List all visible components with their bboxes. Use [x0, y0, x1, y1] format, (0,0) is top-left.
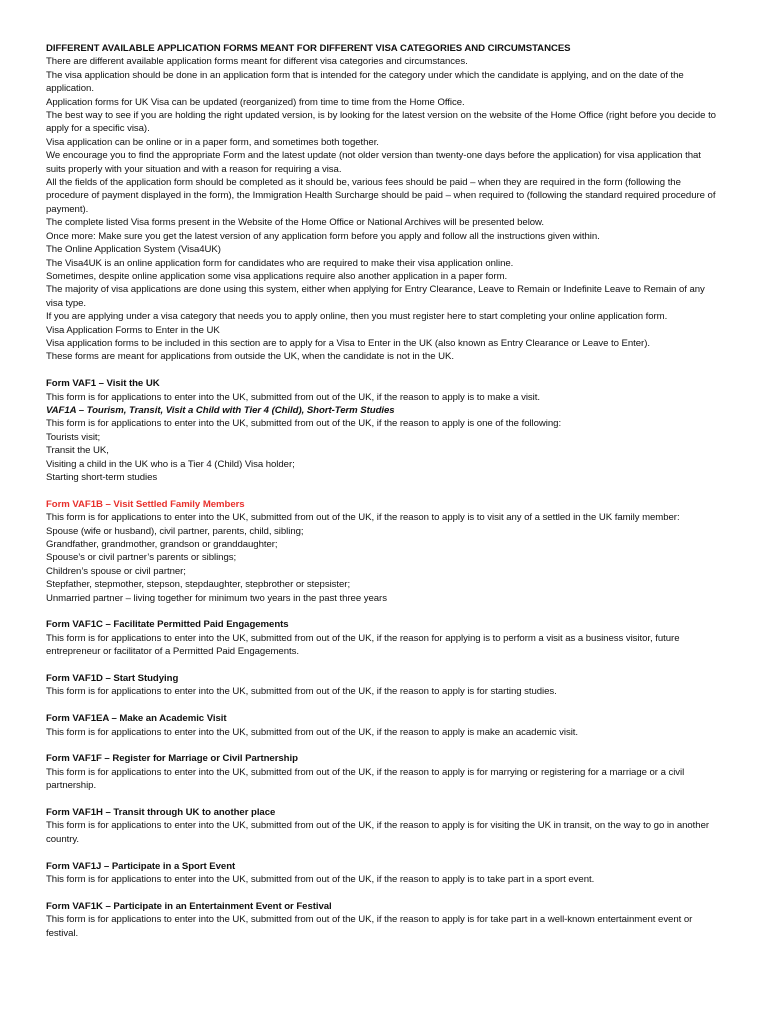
intro-paragraph: Application forms for UK Visa can be updated (reorganized) from time to time from the Home Office.: [46, 96, 465, 108]
section-vaf1h: [46, 806, 722, 846]
section-vaf1b: [46, 498, 722, 605]
intro-paragraph: The Online Application System (Visa4UK): [46, 244, 221, 256]
list-item: Stepfather, stepmother, stepson, stepdaughter, stepbrother or stepsister;: [46, 579, 351, 591]
section-body: This form is for applications to enter into the UK, submitted from out of the UK, if the reason for applying is to perform a visit as a business visitor, future entrepreneur or facilitator of a Permitted Paid Engagements.: [46, 632, 680, 658]
section-vaf1k: [46, 900, 722, 940]
section-vaf1a: [46, 404, 722, 484]
section-body: This form is for applications to enter into the UK, submitted from out of the UK, if the reason to apply is to make a visit.: [46, 391, 540, 403]
intro-paragraph: Visa application can be online or in a paper form, and sometimes both together.: [46, 136, 379, 148]
section-heading: Form VAF1C – Facilitate Permitted Paid Engagements: [46, 619, 289, 631]
document-title: DIFFERENT AVAILABLE APPLICATION FORMS MEANT FOR DIFFERENT VISA CATEGORIES AND CIRCUMSTANCES: [46, 43, 571, 54]
section-vaf1f: [46, 752, 722, 792]
list-item: Visiting a child in the UK who is a Tier 4 (Child) Visa holder;: [46, 458, 295, 470]
section-heading: VAF1A – Tourism, Transit, Visit a Child with Tier 4 (Child), Short-Term Studies: [46, 404, 395, 416]
section-vaf1c: [46, 618, 722, 658]
section-vaf1ea: [46, 712, 722, 739]
intro-paragraph: The Visa4UK is an online application form for candidates who are required to make their visa application online.: [46, 257, 514, 269]
list-item: Tourists visit;: [46, 431, 101, 443]
section-body: This form is for applications to enter into the UK, submitted from out of the UK, if the reason to apply is to visit any of a settled in the UK family member:: [46, 512, 680, 524]
section-body: This form is for applications to enter into the UK, submitted from out of the UK, if the reason to apply is make an academic visit.: [46, 726, 579, 738]
intro-paragraph: The visa application should be done in an application form that is intended for the category under which the candidate is applying, and on the date of the application.: [46, 69, 684, 95]
intro-paragraph: These forms are meant for applications from outside the UK, when the candidate is not in the UK.: [46, 351, 454, 363]
section-vaf1: [46, 377, 722, 404]
section-heading: Form VAF1 – Visit the UK: [46, 378, 160, 390]
list-item: Children’s spouse or civil partner;: [46, 565, 186, 577]
intro-section: [46, 55, 722, 363]
section-vaf1j: [46, 860, 722, 887]
list-item: Spouse (wife or husband), civil partner, parents, child, sibling;: [46, 525, 304, 537]
intro-paragraph: If you are applying under a visa category that needs you to apply online, then you must register here to start completing your online application form.: [46, 311, 668, 323]
section-body: This form is for applications to enter into the UK, submitted from out of the UK, if the reason to apply is for starting studies.: [46, 686, 557, 698]
section-heading: Form VAF1F – Register for Marriage or Civil Partnership: [46, 753, 298, 765]
section-body: This form is for applications to enter into the UK, submitted from out of the UK, if the reason to apply is for marrying or registering for a marriage or a civil partnership.: [46, 766, 685, 792]
intro-paragraph: All the fields of the application form should be completed as it should be, various fees should be paid – when they are required in the form (following the procedure of payment displayed in the form), the Immigration Health Surcharge should be paid – when required to (following the standard required procedure of payment).: [46, 177, 716, 215]
list-item: Starting short-term studies: [46, 471, 158, 483]
section-vaf1d: [46, 672, 722, 699]
intro-paragraph: The majority of visa applications are done using this system, either when applying for Entry Clearance, Leave to Remain or Indefinite Leave to Remain of any visa type.: [46, 284, 705, 309]
intro-paragraph: Sometimes, despite online application some visa applications require also another application in a paper form.: [46, 270, 508, 282]
intro-paragraph: Visa Application Forms to Enter in the UK: [46, 324, 220, 336]
list-item: Grandfather, grandmother, grandson or granddaughter;: [46, 539, 278, 550]
intro-paragraph: Once more: Make sure you get the latest version of any application form before you apply and follow all the instructions given within.: [46, 230, 600, 242]
intro-paragraph: We encourage you to find the appropriate Form and the latest update (not older version than twenty-one days before the application) for visa application that suits properly with your situation and with a reason for requiring a visa.: [46, 150, 701, 175]
intro-paragraph: The best way to see if you are holding the right updated version, is by looking for the latest version on the website of the Home Office (right before you decide to apply for a specific visa).: [46, 110, 716, 135]
section-heading: Form VAF1B – Visit Settled Family Members: [46, 498, 245, 510]
section-heading: Form VAF1J – Participate in a Sport Event: [46, 860, 236, 872]
section-body: This form is for applications to enter into the UK, submitted from out of the UK, if the reason to apply is for take part in a well-known entertainment event or festival.: [46, 914, 693, 939]
intro-paragraph: There are different available application forms meant for different visa categories and circumstances.: [46, 56, 468, 68]
section-body: This form is for applications to enter into the UK, submitted from out of the UK, if the reason to apply is to take part in a sport event.: [46, 874, 595, 886]
list-item: Unmarried partner – living together for minimum two years in the past three years: [46, 592, 387, 604]
list-item: Spouse’s or civil partner’s parents or siblings;: [46, 552, 237, 564]
section-heading: Form VAF1D – Start Studying: [46, 673, 179, 685]
section-body: This form is for applications to enter into the UK, submitted from out of the UK, if the reason to apply is for visiting the UK in transit, on the way to go in another country.: [46, 820, 710, 845]
list-item: Transit the UK,: [46, 445, 109, 457]
section-body: This form is for applications to enter into the UK, submitted from out of the UK, if the reason to apply is one of the following:: [46, 418, 562, 430]
section-heading: Form VAF1H – Transit through UK to another place: [46, 807, 276, 819]
section-heading: Form VAF1K – Participate in an Entertainment Event or Festival: [46, 900, 332, 912]
section-heading: Form VAF1EA – Make an Academic Visit: [46, 713, 227, 725]
document-page: [46, 42, 722, 940]
intro-paragraph: The complete listed Visa forms present in the Website of the Home Office or National Archives will be presented below.: [46, 217, 545, 229]
intro-paragraph: Visa application forms to be included in this section are to apply for a Visa to Enter in the UK (also known as Entry Clearance or Leave to Enter).: [46, 337, 650, 349]
